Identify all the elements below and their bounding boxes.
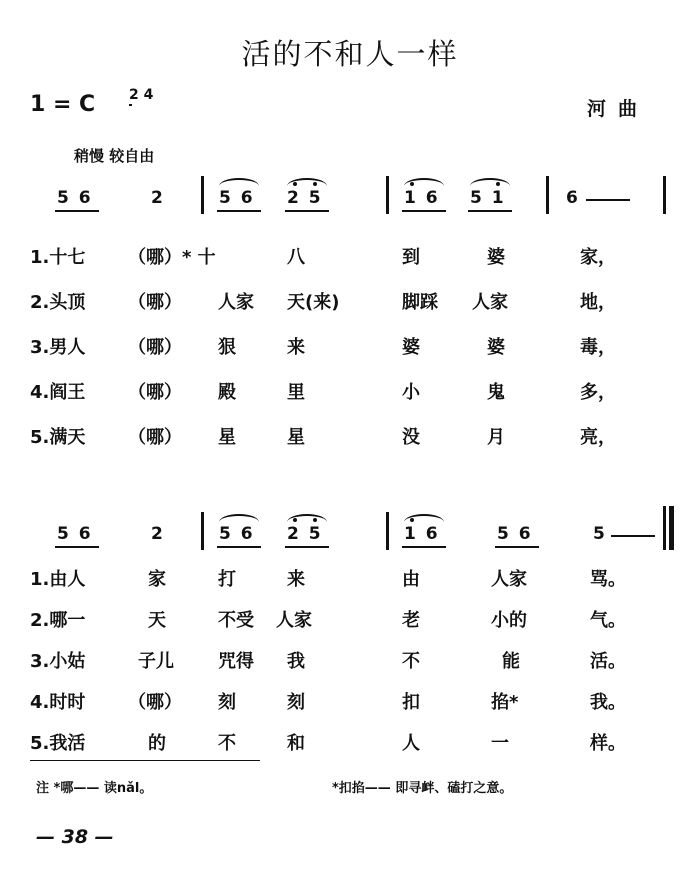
lyric-cell: 来 — [287, 569, 305, 590]
lyric-cell: 多， — [580, 382, 616, 403]
lyric-cell: 里 — [287, 382, 305, 403]
lyric-cell: （哪）* 十 — [128, 247, 216, 268]
lyric-cell: 月 — [487, 427, 505, 448]
lyric-cell: 2.头顶 — [30, 292, 86, 313]
lyric-cell: 我。 — [590, 692, 626, 713]
lyric-cell: 骂。 — [590, 569, 626, 590]
lyric-cell: 人家 — [276, 610, 312, 631]
lyric-cell: 咒得 — [218, 651, 254, 672]
lyric-cell: 5.我活 — [30, 733, 86, 754]
lyric-cell: 一 — [491, 733, 509, 754]
note-group: 5 — [593, 524, 607, 544]
lyric-cell: 气。 — [590, 610, 626, 631]
lyric-cell: 5.满天 — [30, 427, 86, 448]
lyric-cell: 4.阎王 — [30, 382, 86, 403]
lyric-cell: 扣 — [402, 692, 420, 713]
note-group: 5 6 — [57, 524, 93, 544]
lyric-cell: 由 — [402, 569, 420, 590]
lyric-cell: 没 — [402, 427, 420, 448]
lyric-cell: 脚踩 — [402, 292, 438, 313]
note-group: 1 6 — [404, 524, 440, 544]
lyric-cell: 家 — [148, 569, 166, 590]
lyric-cell: 人家 — [218, 292, 254, 313]
note-group: 1 6 — [404, 188, 440, 208]
lyric-cell: 鬼 — [487, 382, 505, 403]
note-group: 2 — [151, 188, 165, 208]
lyric-cell: 人家 — [472, 292, 508, 313]
lyric-cell: 3.小姑 — [30, 651, 86, 672]
note-group: 2 — [151, 524, 165, 544]
lyric-cell: 不受 — [218, 610, 254, 631]
lyric-cell: 婆 — [487, 337, 505, 358]
lyric-cell: 老 — [402, 610, 420, 631]
lyric-cell: 4.时时 — [30, 692, 86, 713]
meter-bottom: 4 — [143, 87, 154, 103]
lyric-cell: 到 — [402, 247, 420, 268]
time-signature — [129, 87, 154, 103]
lyric-cell: 星 — [287, 427, 305, 448]
lyric-cell: 掐* — [491, 692, 519, 713]
note-group: 5 6 — [219, 188, 255, 208]
song-origin: 河曲 — [587, 98, 650, 120]
lyric-cell: 狠 — [218, 337, 236, 358]
lyric-cell: 婆 — [487, 247, 505, 268]
lyric-cell: 八 — [287, 247, 305, 268]
lyric-cell: 打 — [218, 569, 236, 590]
lyric-cell: 1.十七 — [30, 247, 86, 268]
song-title: 活的不和人一样 — [241, 37, 459, 71]
lyric-cell: 星 — [218, 427, 236, 448]
meter-top: 2 — [129, 87, 139, 103]
lyric-cell: 不 — [218, 733, 236, 754]
lyric-cell: 亮， — [580, 427, 616, 448]
note-group: 2 5 — [287, 188, 323, 208]
lyric-cell: （哪） — [128, 382, 182, 403]
lyric-cell: （哪） — [128, 427, 182, 448]
lyric-cell: （哪） — [128, 337, 182, 358]
footnote-right: *扣掐—— 即寻衅、磕打之意。 — [332, 781, 513, 796]
footnote-left: 注 *哪—— 读nǎl。 — [36, 781, 153, 796]
lyric-cell: 刻 — [218, 692, 236, 713]
lyric-cell: 样。 — [590, 733, 626, 754]
lyric-cell: 人 — [402, 733, 420, 754]
lyric-cell: 子儿 — [138, 651, 174, 672]
lyric-cell: 天 — [148, 610, 166, 631]
lyric-cell: 来 — [287, 337, 305, 358]
footnote-divider — [30, 760, 260, 761]
lyric-cell: （哪） — [128, 292, 182, 313]
lyric-cell: 地， — [580, 292, 616, 313]
lyric-cell: 人家 — [491, 569, 527, 590]
note-group: 5 6 — [219, 524, 255, 544]
page-number: — 38 — — [36, 826, 114, 848]
lyric-cell: 小 — [402, 382, 420, 403]
note-group: 5 6 — [57, 188, 93, 208]
note-group: 5 1 — [470, 188, 506, 208]
lyric-cell: 的 — [148, 733, 166, 754]
note-group: 5 6 — [497, 524, 533, 544]
lyric-cell: （哪） — [128, 692, 182, 713]
lyric-cell: 婆 — [402, 337, 420, 358]
note-group: 6 — [566, 188, 580, 208]
lyric-cell: 毒， — [580, 337, 616, 358]
key-signature: 1 = C — [30, 92, 96, 117]
lyric-cell: 1.由人 — [30, 569, 86, 590]
lyric-cell: 不 — [402, 651, 420, 672]
tempo-marking: 稍慢 较自由 — [74, 147, 155, 165]
lyric-cell: 家， — [580, 247, 616, 268]
lyric-cell: 和 — [287, 733, 305, 754]
lyric-cell: 小的 — [491, 610, 527, 631]
lyric-cell: 能 — [502, 651, 520, 672]
lyric-cell: 刻 — [287, 692, 305, 713]
lyric-cell: 天(来) — [287, 292, 340, 313]
lyric-cell: 我 — [287, 651, 305, 672]
lyric-cell: 活。 — [590, 651, 626, 672]
lyric-cell: 3.男人 — [30, 337, 86, 358]
lyric-cell: 2.哪一 — [30, 610, 86, 631]
note-group: 2 5 — [287, 524, 323, 544]
lyric-cell: 殿 — [218, 382, 236, 403]
